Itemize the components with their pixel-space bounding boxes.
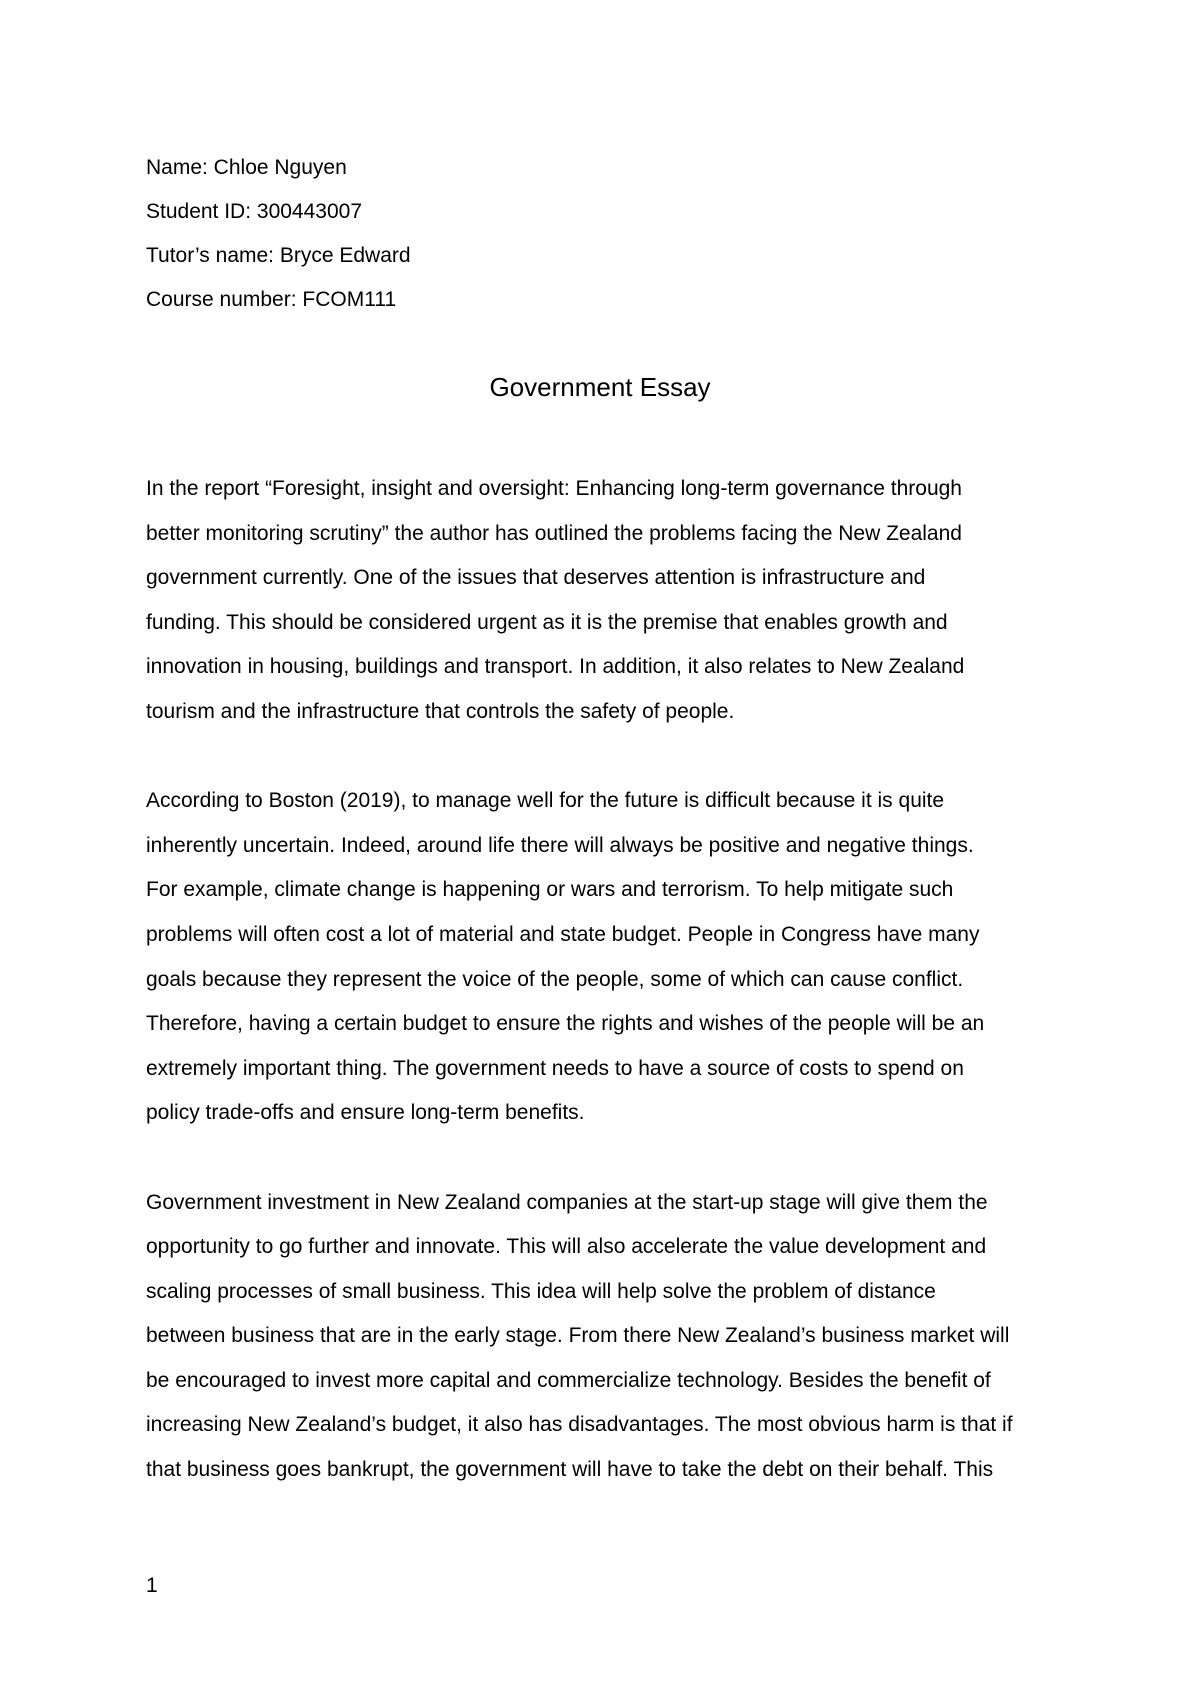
paragraph bbox=[146, 1181, 1076, 1493]
student-id: Student ID: 300443007 bbox=[146, 200, 363, 223]
page-number: 1 bbox=[146, 1574, 158, 1597]
paragraph-line: inherently uncertain. Indeed, around life there will always be positive and negative things. bbox=[146, 833, 974, 857]
paragraph-line: funding. This should be considered urgent as it is the premise that enables growth and bbox=[146, 610, 948, 634]
paragraph-line: scaling processes of small business. This idea will help solve the problem of distance bbox=[146, 1279, 936, 1303]
paragraph-line: extremely important thing. The government needs to have a source of costs to spend on bbox=[146, 1056, 964, 1080]
paragraph-spacer bbox=[146, 1136, 1076, 1181]
paragraph-line: that business goes bankrupt, the government will have to take the debt on their behalf. This bbox=[146, 1458, 994, 1482]
paragraph-line: In the report “Foresight, insight and oversight: Enhancing long-term governance through bbox=[146, 477, 962, 500]
student-name: Name: Chloe Nguyen bbox=[146, 156, 347, 179]
essay-body bbox=[146, 467, 1076, 1493]
paragraph-line: tourism and the infrastructure that controls the safety of people. bbox=[146, 699, 735, 723]
paragraph-line: For example, climate change is happening or wars and terrorism. To help mitigate such bbox=[146, 878, 954, 902]
paragraph-line: According to Boston (2019), to manage well for the future is difficult because it is quite bbox=[146, 789, 945, 813]
paragraph-line: innovation in housing, buildings and transport. In addition, it also relates to New Zealand bbox=[146, 655, 965, 679]
paragraph-line: Government investment in New Zealand companies at the start-up stage will give them the bbox=[146, 1190, 988, 1214]
paragraph-line: increasing New Zealand’s budget, it also has disadvantages. The most obvious harm is that if bbox=[146, 1413, 1013, 1437]
paragraph-line: opportunity to go further and innovate. This will also accelerate the value development and bbox=[146, 1235, 987, 1259]
essay-title: Government Essay bbox=[489, 372, 711, 402]
tutor-name: Tutor’s name: Bryce Edward bbox=[146, 244, 411, 267]
paragraph-line: policy trade-offs and ensure long-term benefits. bbox=[146, 1101, 585, 1125]
paragraph-line: problems will often cost a lot of material and state budget. People in Congress have many bbox=[146, 922, 980, 946]
paragraph-line: Therefore, having a certain budget to ensure the rights and wishes of the people will be an bbox=[146, 1012, 985, 1036]
paragraph-line: between business that are in the early stage. From there New Zealand’s business market will bbox=[146, 1324, 1010, 1348]
paragraph-line: better monitoring scrutiny” the author has outlined the problems facing the New Zealand bbox=[146, 521, 962, 545]
course-number: Course number: FCOM111 bbox=[146, 288, 397, 311]
paragraph-line: be encouraged to invest more capital and commercialize technology. Besides the benefit of bbox=[146, 1368, 991, 1392]
paragraph bbox=[146, 779, 1076, 1136]
paragraph bbox=[146, 467, 1076, 735]
paragraph-spacer bbox=[146, 735, 1076, 780]
paragraph-line: government currently. One of the issues that deserves attention is infrastructure and bbox=[146, 566, 926, 590]
student-info-block bbox=[146, 146, 1046, 322]
paragraph-line: goals because they represent the voice of the people, some of which can cause conflict. bbox=[146, 967, 964, 991]
